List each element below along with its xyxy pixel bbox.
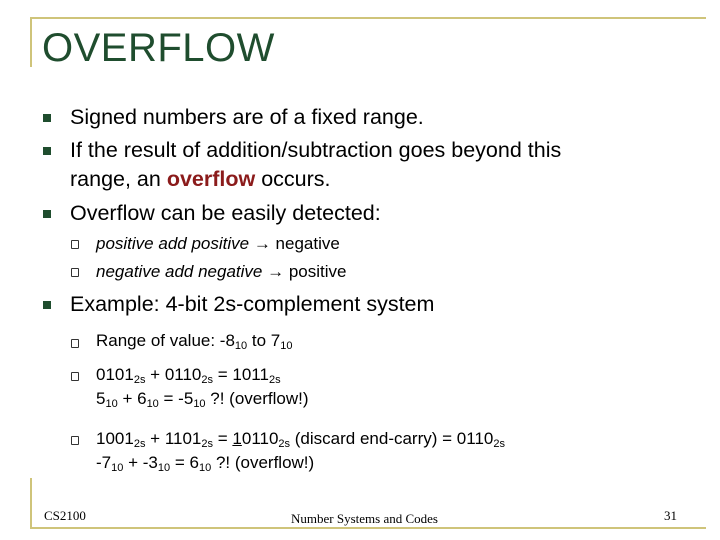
footer-course-code: CS2100: [44, 508, 86, 523]
footer-left-rule: [30, 478, 32, 528]
sub-bullet-negative: negative add negative → positive: [96, 262, 347, 281]
example-eq1-binary: $0101_{2s} + 0110_{2s} = 1011_{2s}$: [96, 365, 281, 386]
square-bullet-icon: [43, 114, 51, 122]
box-bullet-icon: [71, 339, 79, 348]
footer-page-number: 31: [664, 508, 677, 523]
square-bullet-icon: [43, 147, 51, 155]
example-eq2-decimal: $-7_{10} + -3_{10} = 6_{10}$ ?! (overflow!): [96, 453, 315, 474]
box-bullet-icon: [71, 436, 79, 445]
end-carry-digit: 1: [232, 429, 242, 448]
example-eq1-decimal: $5_{10} + 6_{10} = -5_{10}$ ?! (overflow!): [96, 389, 309, 410]
slide-title: OVERFLOW: [42, 26, 275, 70]
bullet-example: Example: 4-bit 2s-complement system: [70, 292, 435, 316]
bullet-overflow-line1: If the result of addition/subtraction goes beyond this: [70, 138, 562, 162]
bullet-fixed-range: Signed numbers are of a fixed range.: [70, 105, 424, 129]
box-bullet-icon: [71, 268, 79, 277]
footer-topic: Number Systems and Codes: [291, 511, 438, 526]
sub-bullet-positive: positive add positive → negative: [96, 234, 340, 253]
title-top-rule: [30, 17, 706, 19]
arrow-right-icon: →: [267, 262, 285, 281]
box-bullet-icon: [71, 240, 79, 249]
square-bullet-icon: [43, 210, 51, 218]
arrow-right-icon: →: [253, 234, 271, 253]
title-left-rule: [30, 17, 32, 67]
box-bullet-icon: [71, 372, 79, 381]
square-bullet-icon: [43, 301, 51, 309]
footer-bottom-rule: [30, 527, 706, 529]
example-eq2-binary: $1001_{2s} + 1101_{2s} = 10110_{2s}$ (discard end-carry) = $0110_{2s}$: [96, 429, 505, 450]
example-range: Range of value: $-8_{10}$ to $7_{10}$: [96, 331, 293, 352]
overflow-keyword: overflow: [166, 167, 256, 191]
bullet-overflow-line2: range, an overflow occurs.: [70, 167, 331, 191]
bullet-detect: Overflow can be easily detected:: [70, 201, 381, 225]
